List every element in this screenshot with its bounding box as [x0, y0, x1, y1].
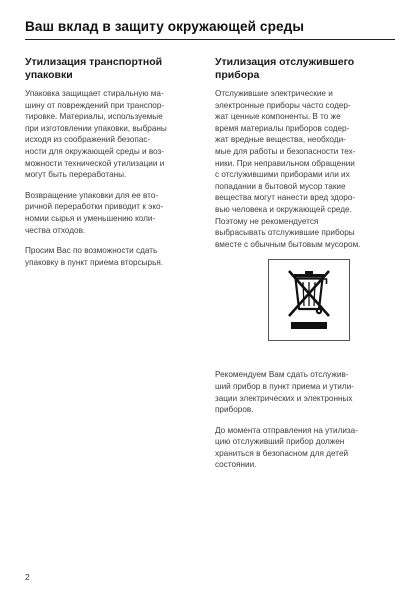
right-column	[215, 56, 395, 480]
page-title: Ваш вклад в защиту окружающей среды	[25, 19, 305, 34]
appliance-disposal-heading: Утилизация отслужившего прибора	[215, 56, 355, 81]
left-column	[25, 56, 203, 277]
appliance-paragraph-1: Отслужившие электрические и электронные приборы часто содер- жат ценные компоненты. В то же время материалы приборов содер- жат вредные вещества, необходи- мые для работы и безопасности тех- ники. При неправильном обращении с отслужившими приборами или их попадании в бытовой мусор такие вещества могут нанести вред здоро- вью человека и окружающей среде. Поэтому не рекомендуется выбрасывать отслужившие приборы вместе с обычным бытовым мусором.	[215, 89, 361, 249]
packaging-paragraph-1: Упаковка защищает стиральную ма- шину от повреждений при транспор- тировке. Материалы, используемые при изготовлении упаковки, выбраны исходя из соображений безопас- ности для окружающей среды и воз- можности технической утилизации и могут быть переработаны.	[25, 89, 167, 180]
crossed-out-wheelie-bin-icon	[268, 259, 350, 341]
appliance-paragraph-3: До момента отправления на утилиза- цию отслуживший прибор должен храниться в безопасном для детей состоянии.	[215, 425, 358, 470]
title-divider	[25, 39, 395, 40]
packaging-paragraph-2: Возвращение упаковки для ее вто- ричной переработки приводит к эко- номии сырья и уменьшению коли- чества отходов.	[25, 190, 164, 235]
packaging-disposal-heading: Утилизация транспортной упаковки	[25, 56, 163, 81]
page-number: 2	[25, 572, 30, 582]
appliance-paragraph-2: Рекомендуем Вам сдать отслужив- ший прибор в пункт приема и утили- зации электрических и электронных приборов.	[215, 370, 354, 415]
packaging-paragraph-3: Просим Вас по возможности сдать упаковку в пункт приема вторсырья.	[25, 246, 164, 267]
